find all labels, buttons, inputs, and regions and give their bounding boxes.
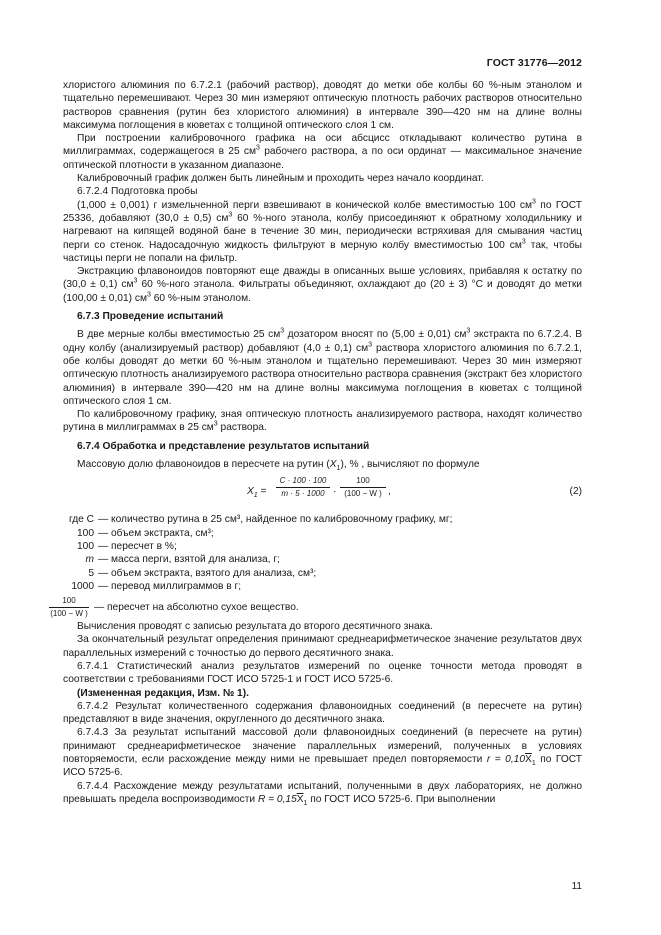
formula-lhs: $X_1$ = xyxy=(247,486,267,500)
subsection-heading: 6.7.2.4 Подготовка пробы xyxy=(77,186,198,198)
definition-row: 5 — объем экстракта, взятого для анализа, см³; xyxy=(88,567,317,579)
paragraph: Экстракцию флавоноидов повторяют еще дважды в описанных выше условиях, прибавляя к остатку по (30,0 ± 0,1) $см^3$ 60 %-ного этанола. Фильтраты объединяют, охлаждают до (20 ± 3) °C и доводят до метки (100,00 ± 0,01) $см^3$ 60 %-ным этанолом. xyxy=(63,266,582,304)
amendment-note: (Измененная редакция, Изм. № 1). xyxy=(77,687,249,699)
formula-number: (2) xyxy=(569,486,582,498)
document-body xyxy=(50,79,583,807)
definition-row: 100 — объем экстракта, см³; xyxy=(77,527,214,539)
formula-fraction: $\frac{100}{(100 - W )}$ xyxy=(340,476,386,499)
definition-row: 1000 — перевод миллиграммов в г; xyxy=(71,580,242,592)
paragraph: 6.7.4.4 Расхождение между результатами испытаний, полученными в двух лабораториях, не должно превышать предела воспроизводимости $R = 0,15\overline{X}_1$ по ГОСТ ИСО 5725-6. При выполнении xyxy=(63,780,582,807)
formula-fraction: $\frac{C \cdot 100 \cdot 100}{m \cdot 5 \cdot 1000}$ xyxy=(276,476,330,499)
definition-list xyxy=(50,513,582,620)
paragraph: 6.7.4.2 Результат количественного содержания флавоноидных соединений (в пересчете на рутин) представляют в виде значения, округленного до десятичного знака. xyxy=(63,700,582,726)
paragraph: В две мерные колбы вместимостью 25 $см^3$ дозатором вносят по (5,00 ± 0,01) $см^3$ экстракта по 6.7.2.4. В одну колбу (анализируемый раствор) добавляют (4,0 ± 0,1) $см^3$ раствора хлористого алюминия по 6.7.2.1, обе колбы доводят до метки 60 %-ным этанолом и тщательно перемешивают. Через 30 мин измеряют оптическую плотность анализируемого раствора относительно раствора сравнения (экстракт без хлористого алюминия) в интервале 390—420 нм на длине волны максимума поглощения в кюветах с толщиной оптического слоя 1 см. xyxy=(63,327,582,407)
definition-fraction: $\frac{100}{(100 - W )}$ xyxy=(50,596,88,619)
definition-row: где C — количество рутина в 25 см³, найденное по калибровочному графику, мг; xyxy=(68,514,453,526)
definition-row: 100 — пересчет в %; xyxy=(77,540,177,552)
paragraph: При построении калибровочного графика на оси абсцисс откладывают количество рутина в миллиграммах, содержащегося в 25 $см^3$ рабочего раствора, а по оси ординат — максимальное значение оптической плотности в указанном диапазоне. xyxy=(63,133,582,171)
definition-row: $\frac{100}{(100 - W )}$ — пересчет на абсолютно сухое вещество. xyxy=(50,596,299,619)
definition-row: m — масса перги, взятой для анализа, г; xyxy=(85,554,280,566)
paragraph: 6.7.4.3 За результат испытаний массовой доли флавоноидных соединений (в пересчете на рутин) принимают среднеарифметическое значение параллельных измерений, полученных в условиях повторяемости, если расхождение между ними не превышает предел повторяемости $r = 0,10\overline{X}_1$ по ГОСТ ИСО 5725-6. xyxy=(63,727,582,779)
formula: $X_1$ = $\frac{C \cdot 100 \cdot 100}{m \cdot 5 \cdot 1000}$ · $\frac{100}{(100 - W )}$ , (2) xyxy=(247,476,582,500)
standard-header: ГОСТ 31776—2012 xyxy=(486,57,582,69)
section-heading: 6.7.3 Проведение испытаний xyxy=(77,311,224,323)
section-heading: 6.7.4 Обработка и представление результатов испытаний xyxy=(77,440,370,452)
paragraph: За окончательный результат определения принимают среднеарифметическое значение результатов двух параллельных измерений с точностью до первого десятичного знака. xyxy=(63,634,582,659)
paragraph: хлористого алюминия по 6.7.2.1 (рабочий раствор), доводят до метки обе колбы 60 %-ным этанолом и тщательно перемешивают. Через 30 мин измеряют оптическую плотность рабочих растворов относительно растворов сравнения (рутин без хлористого алюминия) в интервале 390—420 нм на длине волны максимума поглощения в кюветах с толщиной оптического слоя 1 см. xyxy=(63,80,582,131)
paragraph: Массовую долю флавоноидов в пересчете на рутин $(X_1)$, % , вычисляют по формуле xyxy=(77,459,480,473)
paragraph: По калибровочному графику, зная оптическую плотность анализируемого раствора, находят количество рутина в миллиграммах в 25 $см^3$ раствора. xyxy=(63,409,582,434)
page-number: 11 xyxy=(571,881,582,892)
paragraph: Калибровочный график должен быть линейным и проходить через начало координат. xyxy=(77,173,484,185)
paragraph: Вычисления проводят с записью результата до второго десятичного знака. xyxy=(77,621,433,633)
paragraph: (1,000 ± 0,001) г измельченной перги взвешивают в конической колбе вместимостью 100 $см^3$ по ГОСТ 25336, добавляют (30,0 ± 0,5) $см^3$ 60 %-ного этанола, колбу присоединяют к обратному холодильнику и нагревают на кипящей водяной бане в течение 30 мин, периодически встряхивая для смывания частиц перги со стенок. Надосадочную жидкость фильтруют в мерную колбу вместимостью 100 $см^3$ так, чтобы частицы перги не попали на фильтр. xyxy=(63,198,583,264)
paragraph: 6.7.4.1 Статистический анализ результатов измерений по оценке точности метода проводят в соответствии с требованиями ГОСТ ИСО 5725-1 и ГОСТ ИСО 5725-6. xyxy=(63,660,582,686)
